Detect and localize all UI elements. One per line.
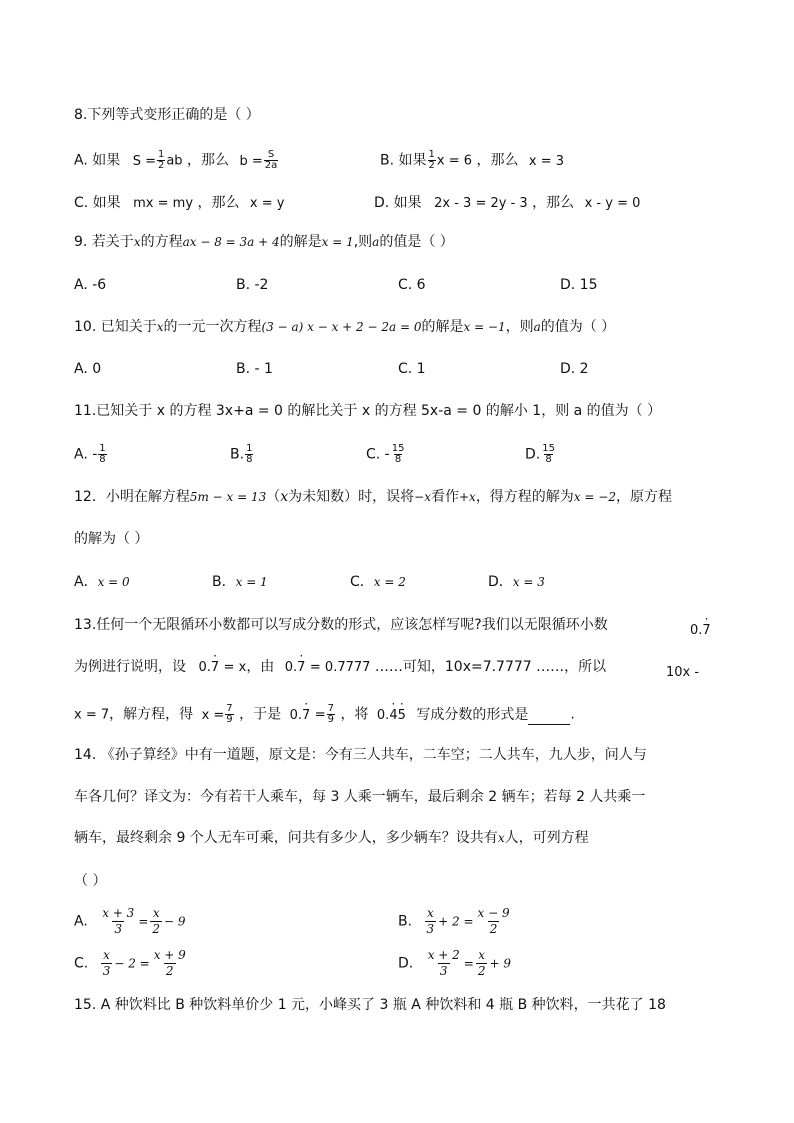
q14-option-c: C. $\frac{x}{3}$ − 2 = $\frac{x + 9}{2}$ xyxy=(74,948,186,978)
q9-stem: 9. 若关于x的方程ax − 8 = 3a + 4的解是x = 1,则a的值是（ ） xyxy=(74,234,454,250)
q8-option-a: A. 如果 S = $\frac{1}{2}$ ab ，那么 b = $\frac{S}{2a}$ xyxy=(74,149,278,171)
q8-option-c: C. 如果 mx = my ，那么 x = y xyxy=(74,195,285,211)
q8-option-b: B. 如果 $\frac{1}{2}$ x = 6 ，那么 x = 3 xyxy=(380,149,565,171)
q11-option-d: D. $\frac{15}{8}$ xyxy=(525,443,555,465)
fraction: $\frac{15}{8}$ xyxy=(542,443,555,465)
fraction: $\frac{7}{9}$ xyxy=(226,703,233,725)
q10-option-b: B. - 1 xyxy=(236,361,273,377)
q13-line1: 13.任何一个无限循环小数都可以写成分数的形式，应该怎样写呢?我们以无限循环小数 xyxy=(74,617,608,633)
q11-option-a: A. - $\frac{1}{8}$ xyxy=(74,443,106,465)
q10-option-a: A. 0 xyxy=(74,361,102,377)
q14-option-d: D. $\frac{x + 2}{3}$ = $\frac{x}{2}$ + 9 xyxy=(398,948,511,978)
fraction: $\frac{S}{2a}$ xyxy=(264,149,278,171)
q9-option-d: D. 15 xyxy=(560,277,598,293)
q14-line3: 辆车，最终剩余 9 个人无车可乘，问共有多少人，多少辆车？设共有x人，可列方程 xyxy=(74,830,589,846)
fraction: $\frac{1}{8}$ xyxy=(246,443,253,465)
q14-option-a: A. $\frac{x + 3}{3}$ = $\frac{x}{2}$ − 9 xyxy=(74,906,186,936)
fraction: $\frac{15}{8}$ xyxy=(391,443,405,465)
q12-option-d: D．x = 3 xyxy=(488,574,545,590)
q11-option-c: C. - $\frac{15}{8}$ xyxy=(366,443,405,465)
q9-option-b: B. -2 xyxy=(236,277,269,293)
q12-option-b: B．x = 1 xyxy=(212,574,268,590)
q12-option-c: C．x = 2 xyxy=(350,574,406,590)
q9-option-a: A. -6 xyxy=(74,277,107,293)
fraction: $\frac{1}{8}$ xyxy=(99,443,106,465)
q13-repeating-decimal: 0.· 7 xyxy=(690,622,711,640)
q14-answer-bracket: （ ） xyxy=(74,873,107,889)
answer-blank[interactable] xyxy=(528,710,570,725)
q8-option-d: D. 如果 2x - 3 = 2y - 3 ，那么 x - y = 0 xyxy=(374,195,641,211)
q13-line2-end: 10x - xyxy=(666,665,700,680)
q12-stem-line1: 12．小明在解方程5m − x = 13（x为未知数）时，误将−x看作+x，得方程的解为x = −2，原方程 xyxy=(74,489,672,505)
q10-stem: 10. 已知关于x的一元一次方程(3 − a) x − x + 2 − 2a = 0的解是x = −1，则a的值为（ ） xyxy=(74,319,616,335)
q12-stem-line2: 的解为（ ） xyxy=(74,531,149,547)
q12-option-a: A．x = 0 xyxy=(74,574,130,590)
q13-line3: x = 7，解方程，得 x = $\frac{7}{9}$ ，于是 0.· 7 = $\frac{7}{9}$ ，将 0.· 4· 5 写成分数的形式是 . xyxy=(74,704,575,725)
q10-option-d: D. 2 xyxy=(560,361,589,377)
q11-stem: 11.已知关于 x 的方程 3x+a = 0 的解比关于 x 的方程 5x-a = 0 的解小 1，则 a 的值为（ ） xyxy=(74,403,662,419)
q11-option-b: B. $\frac{1}{8}$ xyxy=(230,443,253,465)
q9-option-c: C. 6 xyxy=(398,277,426,293)
q14-option-b: B. $\frac{x}{3}$ + 2 = $\frac{x - 9}{2}$ xyxy=(398,906,510,936)
fraction: $\frac{1}{2}$ xyxy=(428,149,435,171)
q14-line2: 车各几何？译文为：今有若干人乘车，每 3 人乘一辆车，最后剩余 2 辆车；若每 2 人共乘一 xyxy=(74,789,646,805)
q8-stem: 8.下列等式变形正确的是（ ） xyxy=(74,107,260,123)
q10-option-c: C. 1 xyxy=(398,361,426,377)
q15-line1: 15. A 种饮料比 B 种饮料单价少 1 元，小峰买了 3 瓶 A 种饮料和 4 瓶 B 种饮料，一共花了 18 xyxy=(74,997,666,1013)
q14-line1: 14. 《孙子算经》中有一道题，原文是：今有三人共车，二车空；二人共车，九人步，问人与 xyxy=(74,747,647,763)
fraction: $\frac{1}{2}$ xyxy=(157,149,165,171)
q13-line2: 为例进行说明，设 0.· 7 = x，由 0.· 7 = 0.7777 ……可知，10x=7.7777 ……，所以 xyxy=(74,658,606,677)
fraction: $\frac{7}{9}$ xyxy=(327,703,334,725)
